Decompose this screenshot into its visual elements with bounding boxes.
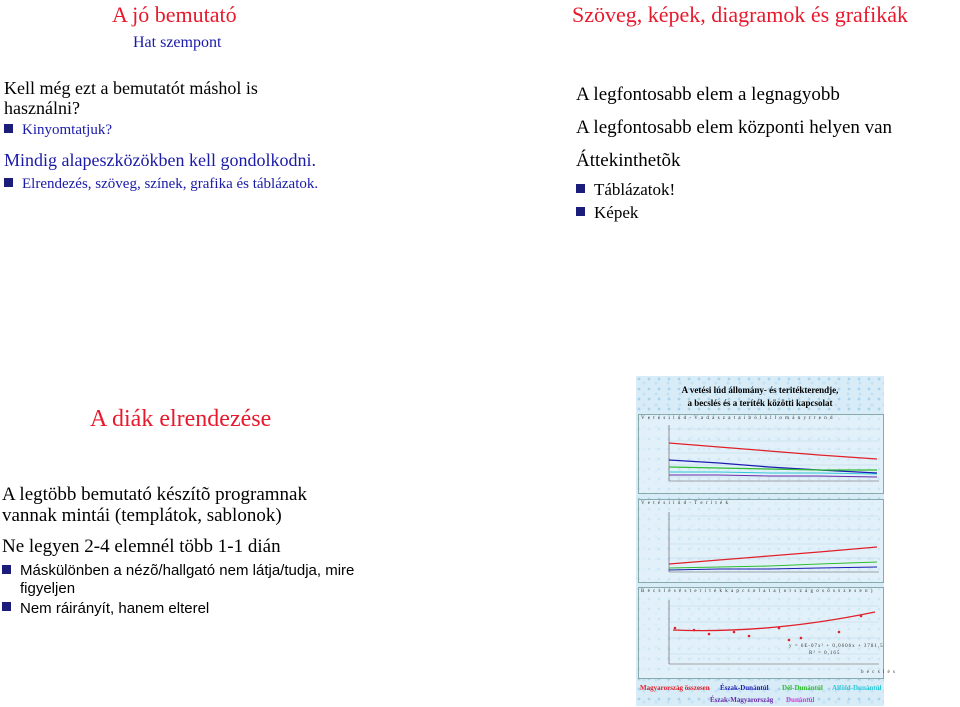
- chart-panel-3: [638, 587, 896, 679]
- slide3-bullet1: [2, 562, 354, 598]
- slide3-bullet2: [2, 600, 209, 617]
- square-bullet-icon: [2, 602, 11, 611]
- square-bullet-icon: [576, 207, 585, 216]
- chart-panel-3-plot: [639, 588, 883, 678]
- chart-r2: R² = 0,165: [809, 651, 841, 656]
- chart-slide: [636, 376, 896, 706]
- slide1-line3: Mindig alapeszközökben kell gondolkodni.: [4, 150, 316, 170]
- slide3-bullet2-text: Nem ráirányít, hanem elterel: [20, 600, 210, 617]
- slide3-bullet1-text-a: Máskülönben a nézõ/hallgató nem látja/tudja, mire: [20, 562, 355, 579]
- chart-panel-1: [638, 414, 884, 494]
- slide3-line2: vannak mintái (templátok, sablonok): [2, 505, 282, 526]
- square-bullet-icon: [4, 124, 13, 133]
- slide2-line3: Áttekinthetõk: [576, 150, 681, 171]
- slide1-bullet1: [4, 122, 112, 139]
- slide1-line1: Kell még ezt a bemutatót máshol is: [4, 78, 258, 98]
- slide3-title: A diák elrendezése: [90, 406, 272, 432]
- slide2-bullet1-text: Táblázatok!: [594, 180, 676, 199]
- legend-item: Magyarország összesen: [640, 684, 710, 692]
- slide2-line1: A legfontosabb elem a legnagyobb: [576, 84, 840, 105]
- chart-panel-1-plot: [639, 415, 883, 493]
- slide3-line1: A legtöbb bemutató készítõ programnak: [2, 484, 307, 505]
- square-bullet-icon: [2, 565, 11, 574]
- slide2-title: Szöveg, képek, diagramok és grafikák: [572, 2, 908, 27]
- slide2-bullet2: [576, 203, 638, 223]
- slide3-line3: Ne legyen 2-4 elemnél több 1-1 dián: [2, 536, 281, 557]
- square-bullet-icon: [576, 184, 585, 193]
- slide1-bullet1-text: Kinyomtatjuk?: [22, 122, 112, 138]
- chart-panel-1-label: V e t é s i l ú d - V a d á s z a t a i b ó l á l l o m á n y t r e n d: [641, 416, 834, 421]
- legend-item: Dunántúl: [786, 696, 815, 704]
- slide1-bullet2: [4, 176, 318, 193]
- chart-title: [636, 384, 884, 410]
- slide2-line2: A legfontosabb elem központi helyen van: [576, 117, 893, 138]
- slide1-line2: használni?: [4, 98, 80, 118]
- slide2-bullet2-text: Képek: [594, 203, 639, 222]
- slide1-title: A jó bemutató: [112, 2, 237, 27]
- chart-panel-2: [638, 499, 884, 583]
- chart-panel-3-label: B e c s l é s é s t e r í t é k k a p c s o l a t a ( o r s z á g o s ö s s z e s e n ): [641, 589, 874, 594]
- legend-item: Alföld-Dunántúl: [832, 684, 882, 692]
- chart-panel-2-plot: [639, 500, 883, 582]
- chart-panel-2-label: V e t é s i l ú d - T e r í t é k: [641, 501, 729, 506]
- chart-title-line1: A vetési lúd állomány- és teritékterendje,: [681, 385, 839, 395]
- chart-title-line2: a becslés és a teríték közötti kapcsolat: [687, 398, 833, 408]
- chart-equation: y = 6E-07x² + 0,0606x + 3781,5: [789, 644, 884, 649]
- slide1-subtitle: Hat szempont: [133, 34, 222, 51]
- legend-item: Észak-Dunántúl: [720, 684, 769, 692]
- slide1-bullet2-text: Elrendezés, szöveg, színek, grafika és táblázatok.: [22, 176, 319, 192]
- chart-axis-label: b e c s l é s: [861, 670, 896, 675]
- slide3-bullet1-text-b: figyeljen: [20, 580, 76, 597]
- square-bullet-icon: [4, 178, 13, 187]
- slide2-bullet1: [576, 180, 675, 200]
- legend-item: Dél-Dunántúl: [782, 684, 823, 692]
- legend-item: Észak-Magyarország: [710, 696, 774, 704]
